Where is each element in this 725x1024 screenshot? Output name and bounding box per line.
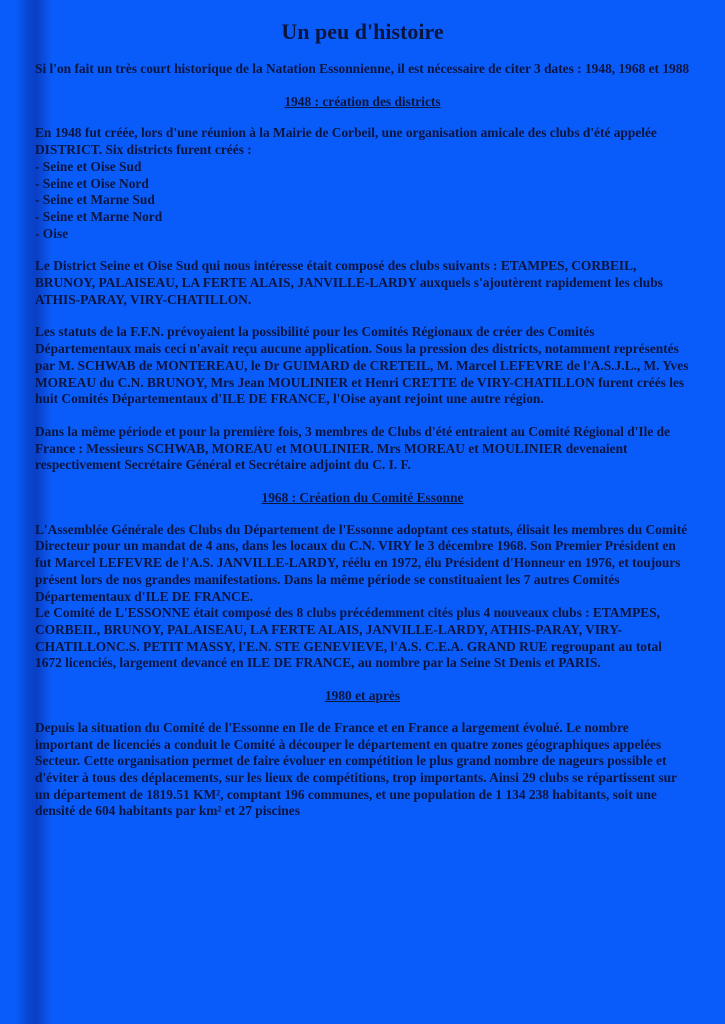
paragraph-1968-assemblee-text: L'Assemblée Générale des Clubs du Département de l'Essonne adoptant ces statuts, élisait les membres du Comité Directeur pour un mandat de 4 ans, dans les locaux du C.N. VIRY le 3 décembre 1968. Son Premier Président en fut Marcel LEFEVRE de l'A.S. JANVILLE-LARDY, réélu en 1972, élu Président d'Honneur en 1976, et toujours présent lors de nos grandes manifestations. Dans la même période se constituaient les 7 autres Comités Départementaux d'ILE DE FRANCE. (35, 521, 688, 604)
district-item: - Seine et Oise Nord (35, 175, 149, 191)
paragraph-district-seine-oise-sud: Le District Seine et Oise Sud qui nous intéresse était composé des clubs suivants : ETAMPES, CORBEIL, BRUNOY, PALAISEAU, LA FERTE ALAIS, JANVILLE-LARDY auxquels s'ajoutèrent rapidement les clubs ATHIS-PARAY, VIRY-CHATILLON. (35, 258, 663, 307)
section-heading-1968: 1968 : Création du Comité Essonne (261, 490, 464, 506)
paragraph-1948-text: En 1948 fut créée, lors d'une réunion à la Mairie de Corbeil, une organisation amicale des clubs d'été appelée DISTRICT. Six districts furent créés : (35, 125, 657, 158)
paragraph-1948-districts (35, 125, 690, 242)
paragraph-1968-assemblee (35, 522, 690, 672)
district-item: - Seine et Oise Sud (35, 158, 142, 174)
intro-paragraph: Si l'on fait un très court historique de la Natation Essonnienne, il est nécessaire de citer 3 dates : 1948, 1968 et 1988 (35, 61, 690, 76)
district-item: - Seine et Marne Sud (35, 192, 155, 208)
section-heading-1948: 1948 : création des districts (284, 93, 441, 109)
district-item: - Seine et Marne Nord (35, 208, 163, 224)
document-content (35, 18, 690, 836)
paragraph-1980-situation: Depuis la situation du Comité de l'Essonne en Ile de France et en France a largement évolué. Le nombre important de licenciés a conduit le Comité à découper le département en quatre zones géographiques appelées Secteur. Cette organisation permet de faire évoluer en compétition le plus grand nombre de nageurs possible et d'éviter à tous des déplacements, sur les lieux de compétitions, trop importants. Ainsi 29 clubs se répartissent sur un département de 1819.51 KM², comptant 196 communes, et une population de 1 134 238 habitants, soit une densité de 604 habitants par km² et 27 piscines (35, 719, 677, 819)
paragraph-comite-regional: Dans la même période et pour la première fois, 3 membres de Clubs d'été entraient au Comité Régional d'Ile de France : Messieurs SCHWAB, MOREAU et MOULINIER. Mrs MOREAU et MOULINIER devenaient respectivement Secrétaire Général et Secrétaire adjoint du C. I. F. (35, 423, 670, 473)
section-heading-1980: 1980 et après (324, 688, 401, 704)
district-item: - Oise (35, 225, 69, 241)
paragraph-statuts-ffn: Les statuts de la F.F.N. prévoyaient la possibilité pour les Comités Régionaux de créer des Comités Départementaux mais ceci n'avait reçu aucune application. Sous la pression des districts, notamment représentés par M. SCHWAB de MONTEREAU, le Dr GUIMARD de CRETEIL, M. Marcel LEFEVRE de l'A.S.J.L., M. Yves MOREAU du C.N. BRUNOY, Mrs Jean MOULINIER et Henri CRETTE de VIRY-CHATILLON furent créés les huit Comités Départementaux d'ILE DE FRANCE, l'Oise ayant rejoint une autre région. (35, 324, 689, 407)
page-title: Un peu d'histoire (281, 19, 444, 44)
paragraph-1968-composition-text: Le Comité de L'ESSONNE était composé des 8 clubs précédemment cités plus 4 nouveaux clubs : ETAMPES, CORBEIL, BRUNOY, PALAISEAU, LA FERTE ALAIS, JANVILLE-LARDY, ATHIS-PARAY, VIRY-CHATILLONC.S. PETIT MASSY, l'E.N. STE GENEVIEVE, l'A.S. C.E.A. GRAND RUE regroupant au total 1672 licenciés, largement devancé en ILE DE FRANCE, au nombre par la Seine St Denis et PARIS. (35, 605, 662, 671)
